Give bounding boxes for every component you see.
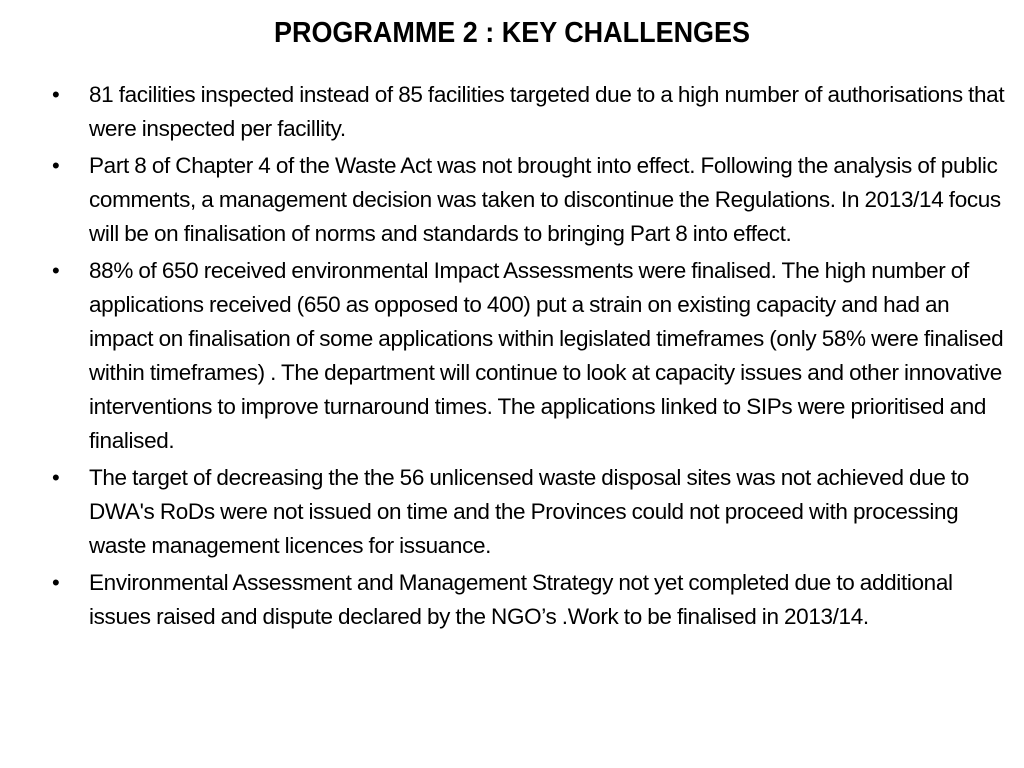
bullet-item (48, 78, 1008, 146)
slide-title: PROGRAMME 2 : KEY CHALLENGES (273, 17, 751, 49)
bullet-dot-icon: • (52, 570, 60, 595)
bullet-text: Part 8 of Chapter 4 of the Waste Act was not brought into effect. Following the analysis of public comments, a management decision was taken to discontinue the Regulations. In 2013/14 focus will be on finalisation of norms and standards to bringing Part 8 into effect. (89, 153, 1001, 246)
bullet-item (48, 461, 1008, 563)
bullet-dot-icon: • (52, 465, 60, 490)
bullet-text: The target of decreasing the the 56 unlicensed waste disposal sites was not achieved due to DWA's RoDs were not issued on time and the Provinces could not proceed with processing waste management licences for issuance. (89, 465, 969, 558)
bullet-text: Environmental Assessment and Management Strategy not yet completed due to additional issues raised and dispute declared by the NGO’s .Work to be finalised in 2013/14. (89, 570, 953, 629)
bullet-dot-icon: • (52, 258, 60, 283)
bullet-list (48, 78, 1008, 637)
bullet-dot-icon: • (52, 82, 60, 107)
bullet-item (48, 566, 1008, 634)
bullet-text: 88% of 650 received environmental Impact Assessments were finalised. The high number of applications received (650 as opposed to 400) put a strain on existing capacity and had an impact on finalisation of some applications within legislated timeframes (only 58% were finalised within timeframes) . The department will continue to look at capacity issues and other innovative interventions to improve turnaround times. The applications linked to SIPs were prioritised and finalised. (89, 258, 1004, 453)
bullet-dot-icon: • (52, 153, 60, 178)
bullet-item (48, 254, 1008, 458)
bullet-item (48, 149, 1008, 251)
bullet-text: 81 facilities inspected instead of 85 facilities targeted due to a high number of authorisations that were inspected per facillity. (89, 82, 1005, 141)
